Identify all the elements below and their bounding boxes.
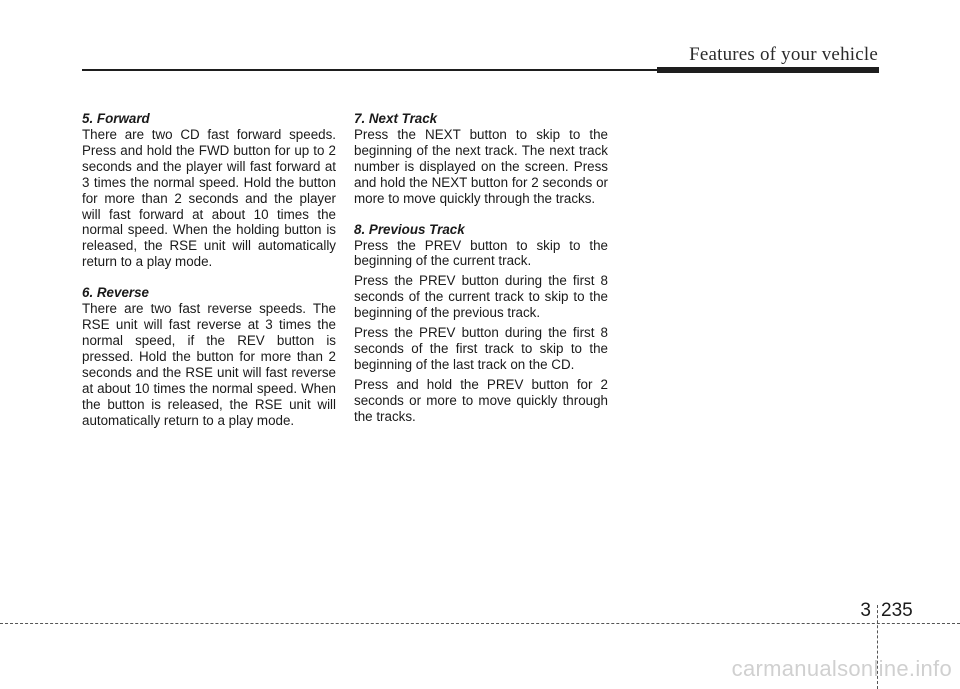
page-header-title: Features of your vehicle: [689, 44, 878, 65]
section-paragraph: Press the PREV button to skip to the beginning of the current track.: [354, 237, 608, 269]
section-paragraph: There are two fast reverse speeds. The RSE unit will fast reverse at 3 times the normal speed, if the REV button is pressed. Hold the button for more than 2 seconds and the RSE unit will fast reverse at about 10 times the normal speed. When the button is released, the RSE unit will automatically return to a play mode.: [82, 301, 336, 428]
header-rule-accent: [657, 67, 879, 73]
section-heading: 5. Forward: [82, 111, 150, 126]
section-heading: 8. Previous Track: [354, 221, 465, 237]
section-next-track: [354, 110, 608, 207]
right-column: [354, 110, 608, 439]
page-number: 235: [881, 600, 913, 621]
section-reverse: [82, 284, 336, 428]
footer-rule: [0, 623, 960, 624]
section-paragraph: Press the NEXT button to skip to the beginning of the next track. The next track number is displayed on the screen. Press and hold the NEXT button for 2 seconds or more to move quickly through the tracks.: [354, 127, 608, 206]
left-column: [82, 110, 336, 442]
chapter-number: 3: [860, 600, 871, 621]
section-forward: [82, 110, 336, 270]
section-heading: 6. Reverse: [82, 285, 150, 301]
section-heading: 7. Next Track: [354, 111, 438, 126]
section-paragraph: Press the PREV button during the first 8 seconds of the first track to skip to the beginning of the last track on the CD.: [354, 325, 608, 372]
watermark: carmanualsonline.info: [731, 656, 952, 681]
section-paragraph: There are two CD fast forward speeds. Press and hold the FWD button for up to 2 seconds and the player will fast forward at 3 times the normal speed. Hold the button for more than 2 seconds and the player will fast forward at about 10 times the normal speed. When the holding button is released, the RSE unit will automatically return to a play mode.: [82, 127, 336, 270]
section-paragraph: Press the PREV button during the first 8 seconds of the current track to skip to the beginning of the previous track.: [354, 273, 608, 321]
section-previous-track: [354, 221, 608, 425]
section-paragraph: Press and hold the PREV button for 2 seconds or more to move quickly through the tracks.: [354, 376, 608, 424]
